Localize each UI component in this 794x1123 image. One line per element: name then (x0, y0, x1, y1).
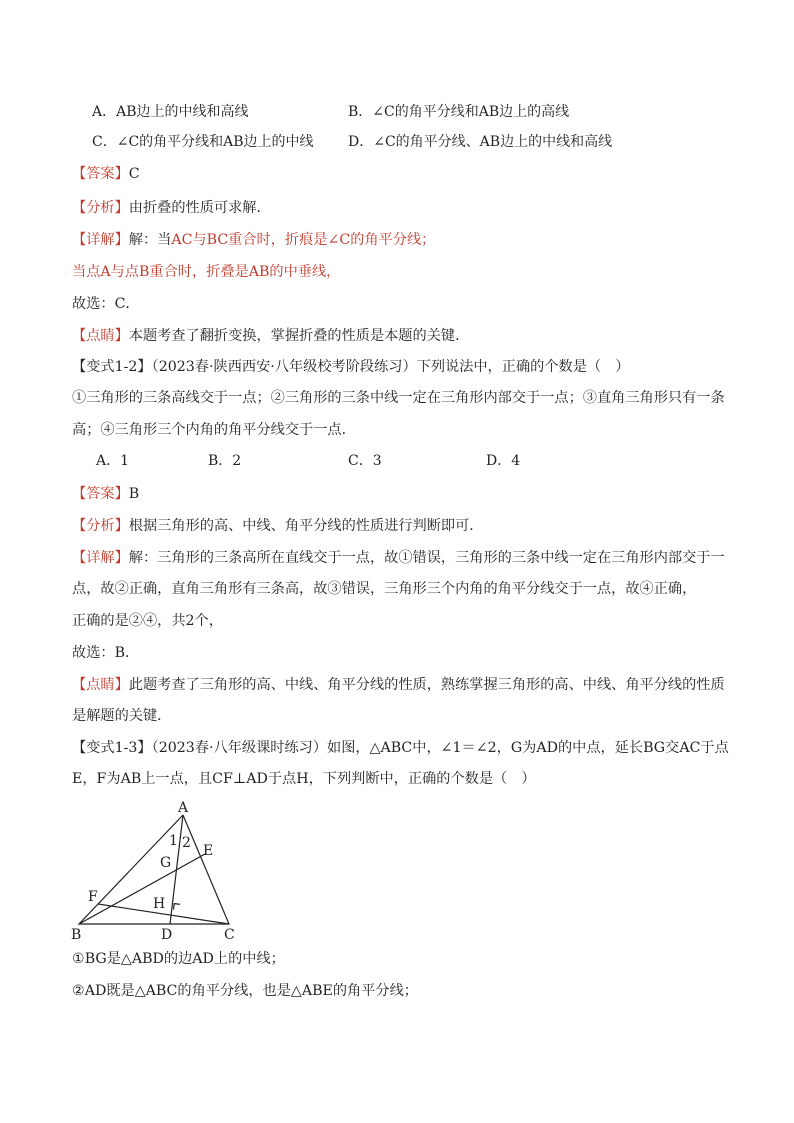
analysis-text: 由折叠的性质可求解． (128, 200, 271, 216)
triangle-figure (66, 795, 246, 943)
q3-title-text: （2023春·八年级课时练习）如图，△ABC中，∠1＝∠2，G为AD的中点，延长BG交AC于点 (151, 740, 729, 756)
q2-analysis (72, 516, 728, 536)
q1-analysis (72, 198, 728, 218)
q3-statement-2: ②AD既是△ABC的角平分线，也是△ABE的角平分线； (72, 983, 418, 999)
comment-tag: 【点睛】 (72, 677, 129, 693)
detail-text-b: AC与BC重合时，折痕是∠C的角平分线； (171, 232, 436, 248)
q1-option-a: A．AB边上的中线和高线 (92, 104, 249, 120)
detail-text: 解：三角形的三条高所在直线交于一点，故①错误，三角形的三条中线一定在三角形内部交于一 (128, 550, 725, 566)
q1-option-b: B．∠C的角平分线和AB边上的高线 (348, 104, 570, 120)
q1-detail-1 (72, 230, 728, 250)
label-c: C (224, 927, 235, 943)
answer-tag: 【答案】 (72, 166, 129, 182)
label-h: H (153, 896, 166, 912)
answer-value: B (128, 486, 140, 502)
label-g: G (160, 855, 172, 871)
label-2: 2 (182, 835, 191, 851)
label-d: D (161, 927, 173, 943)
q2-comment-1 (72, 675, 728, 695)
label-b: B (71, 927, 82, 943)
q1-answer (72, 164, 728, 184)
comment-text: 本题考查了翻折变换，掌握折叠的性质是本题的关键． (128, 328, 470, 344)
label-1: 1 (169, 833, 178, 849)
q2-answer (72, 484, 728, 504)
q2-title (72, 357, 728, 377)
q2-title-tag: 【变式1-2】 (72, 359, 152, 375)
q2-stem-2: 高；④三角形三个内角的角平分线交于一点． (72, 422, 356, 438)
q1-option-c: C．∠C的角平分线和AB边上的中线 (92, 134, 314, 150)
q1-detail-2: 当点A与点B重合时，折叠是AB的中垂线， (72, 264, 341, 280)
q3-title (72, 738, 728, 758)
analysis-text: 根据三角形的高、中线、角平分线的性质进行判断即可． (128, 518, 484, 534)
analysis-tag: 【分析】 (72, 518, 129, 534)
q2-option-c: C．3 (348, 453, 382, 469)
comment-text: 此题考查了三角形的高、中线、角平分线的性质，熟练掌握三角形的高、中线、角平分线的性质 (128, 677, 725, 693)
q1-option-d: D．∠C的角平分线、AB边上的中线和高线 (348, 134, 613, 150)
q2-detail-1 (72, 548, 728, 568)
detail-text-a: 解：当 (128, 232, 172, 248)
label-f: F (88, 889, 98, 905)
q2-option-b: B．2 (208, 453, 242, 469)
segment-be (79, 854, 205, 924)
analysis-tag: 【分析】 (72, 200, 129, 216)
q1-detail-3: 故选：C． (72, 296, 140, 312)
q2-option-a: A．1 (96, 453, 130, 469)
q2-stem-1: ①三角形的三条高线交于一点；②三角形的三条中线一定在三角形内部交于一点；③直角三角形只有一条 (72, 390, 725, 406)
q3-statement-1: ①BG是△ABD的边AD上的中线； (72, 951, 285, 967)
q1-comment (72, 326, 728, 346)
q2-detail-3: 正确的是②④，共2个， (72, 613, 223, 629)
q2-detail-4: 故选：B． (72, 645, 140, 661)
label-a: A (178, 800, 189, 816)
answer-value: C (128, 166, 140, 182)
answer-tag: 【答案】 (72, 486, 129, 502)
comment-tag: 【点睛】 (72, 328, 129, 344)
q2-title-text: （2023春·陕西西安·八年级校考阶段练习）下列说法中，正确的个数是（ ） (151, 359, 630, 375)
q2-comment-2: 是解题的关键． (72, 708, 172, 724)
q2-option-d: D．4 (486, 453, 521, 469)
detail-tag: 【详解】 (72, 232, 129, 248)
q3-title-tag: 【变式1-3】 (72, 740, 152, 756)
q3-title-2: E，F为AB上一点，且CF⊥AD于点H，下列判断中，正确的个数是（ ） (72, 771, 536, 787)
right-angle-mark (174, 904, 181, 910)
q2-detail-2: 点，故②正确，直角三角形有三条高，故③错误，三角形三个内角的角平分线交于一点，故④正确， (72, 581, 697, 597)
detail-tag: 【详解】 (72, 550, 129, 566)
label-e: E (203, 843, 214, 859)
